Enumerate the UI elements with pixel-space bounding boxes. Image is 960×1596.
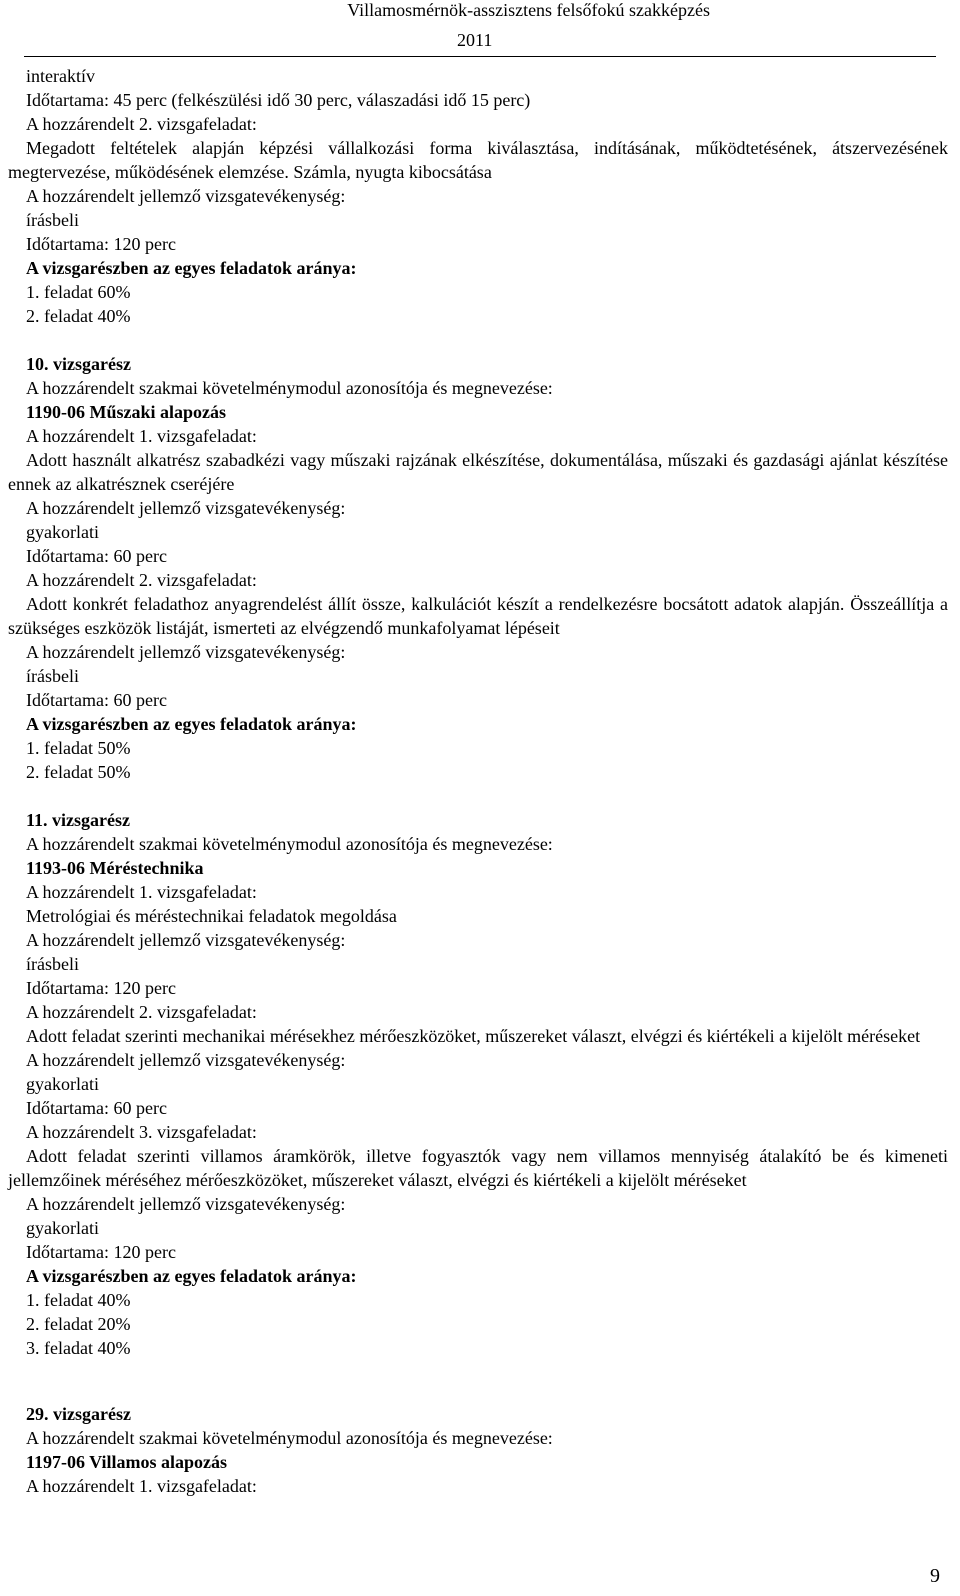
text-paragraph: Adott használt alkatrész szabadkézi vagy műszaki rajzának elkészítése, dokumentálása, műszaki és gazdasági ajánlat készítése ennek az alkatrésznek cseréjére [8,450,948,494]
page-header-title: Villamosmérnök-asszisztens felsőfokú szakképzés [347,0,710,20]
text-line: 1. feladat 50% [26,738,131,758]
text-line: Időtartama: 60 perc [26,1098,167,1118]
text-line: gyakorlati [26,1218,99,1238]
text-paragraph: Adott feladat szerinti villamos áramkörök, illetve fogyasztók vagy nem villamos mennyiség átalakító be és kimeneti jellemzőinek méréséhez mérőeszközöket, műszereket választ, elvégzi és kiértékeli a kijelölt méréseket [8,1146,948,1190]
text-paragraph: Adott konkrét feladathoz anyagrendelést állít össze, kalkulációt készít a rendelkezésre bocsátott adatok alapján. Összeállítja a szükséges eszközök listáját, ismerteti az elvégzendő munkafolyamat lépéseit [8,594,948,638]
text-line: A hozzárendelt jellemző vizsgatevékenység: [26,930,346,950]
text-line: A hozzárendelt szakmai követelménymodul azonosítója és megnevezése: [26,834,553,854]
module-name: 1197-06 Villamos alapozás [26,1452,228,1472]
text-line: 1. feladat 40% [26,1290,131,1310]
text-line: Időtartama: 120 perc [26,1242,176,1262]
text-line: A hozzárendelt 2. vizsgafeladat: [26,114,257,134]
section-title: 11. vizsgarész [26,810,130,830]
text-line: Időtartama: 60 perc [26,690,167,710]
text-line-bold: A vizsgarészben az egyes feladatok aránya: [26,258,357,278]
document-body [0,64,960,1498]
text-line: A hozzárendelt 1. vizsgafeladat: [26,882,257,902]
text-line: A hozzárendelt szakmai követelménymodul azonosítója és megnevezése: [26,1428,553,1448]
text-line: A hozzárendelt jellemző vizsgatevékenység: [26,498,346,518]
section-title: 29. vizsgarész [26,1404,131,1424]
text-line: A hozzárendelt 2. vizsgafeladat: [26,570,257,590]
section-title: 10. vizsgarész [26,354,131,374]
text-line: Időtartama: 45 perc (felkészülési idő 30 perc, válaszadási idő 15 perc) [26,90,531,110]
text-line: A hozzárendelt 1. vizsgafeladat: [26,426,257,446]
text-line: írásbeli [26,954,79,974]
spacer [0,784,960,808]
page-header-year: 2011 [457,30,493,50]
text-line: A hozzárendelt 2. vizsgafeladat: [26,1002,257,1022]
header-divider [24,56,936,57]
text-paragraph: Adott feladat szerinti mechanikai mérésekhez mérőeszközöket, műszereket választ, elvégzi és kiértékeli a kijelölt méréseket [26,1026,921,1046]
text-line: A hozzárendelt 3. vizsgafeladat: [26,1122,257,1142]
text-line: Időtartama: 60 perc [26,546,167,566]
module-name: 1190-06 Műszaki alapozás [26,402,227,422]
text-line: A hozzárendelt jellemző vizsgatevékenység: [26,642,346,662]
page-number: 9 [930,1565,940,1587]
text-paragraph: Megadott feltételek alapján képzési vállalkozási forma kiválasztása, indításának, működtetésének, átszervezésének megtervezése, működésének elemzése. Számla, nyugta kibocsátása [8,138,948,182]
text-line: A hozzárendelt 1. vizsgafeladat: [26,1476,257,1496]
spacer [0,328,960,352]
text-line: A hozzárendelt jellemző vizsgatevékenység: [26,186,346,206]
text-line-bold: A vizsgarészben az egyes feladatok aránya: [26,1266,357,1286]
text-line: gyakorlati [26,522,99,542]
text-line: Metrológiai és méréstechnikai feladatok megoldása [26,906,397,926]
text-line: A hozzárendelt szakmai követelménymodul azonosítója és megnevezése: [26,378,553,398]
text-line: írásbeli [26,666,79,686]
text-line: Időtartama: 120 perc [26,234,176,254]
text-line: interaktív [26,66,95,86]
text-line: gyakorlati [26,1074,99,1094]
text-line-bold: A vizsgarészben az egyes feladatok aránya: [26,714,357,734]
text-line: 2. feladat 50% [26,762,131,782]
text-line: 3. feladat 40% [26,1338,131,1358]
text-line: írásbeli [26,210,79,230]
text-line: A hozzárendelt jellemző vizsgatevékenység: [26,1194,346,1214]
spacer [0,1360,960,1402]
text-line: A hozzárendelt jellemző vizsgatevékenység: [26,1050,346,1070]
text-line: Időtartama: 120 perc [26,978,176,998]
text-line: 1. feladat 60% [26,282,131,302]
module-name: 1193-06 Méréstechnika [26,858,204,878]
text-line: 2. feladat 40% [26,306,131,326]
text-line: 2. feladat 20% [26,1314,131,1334]
